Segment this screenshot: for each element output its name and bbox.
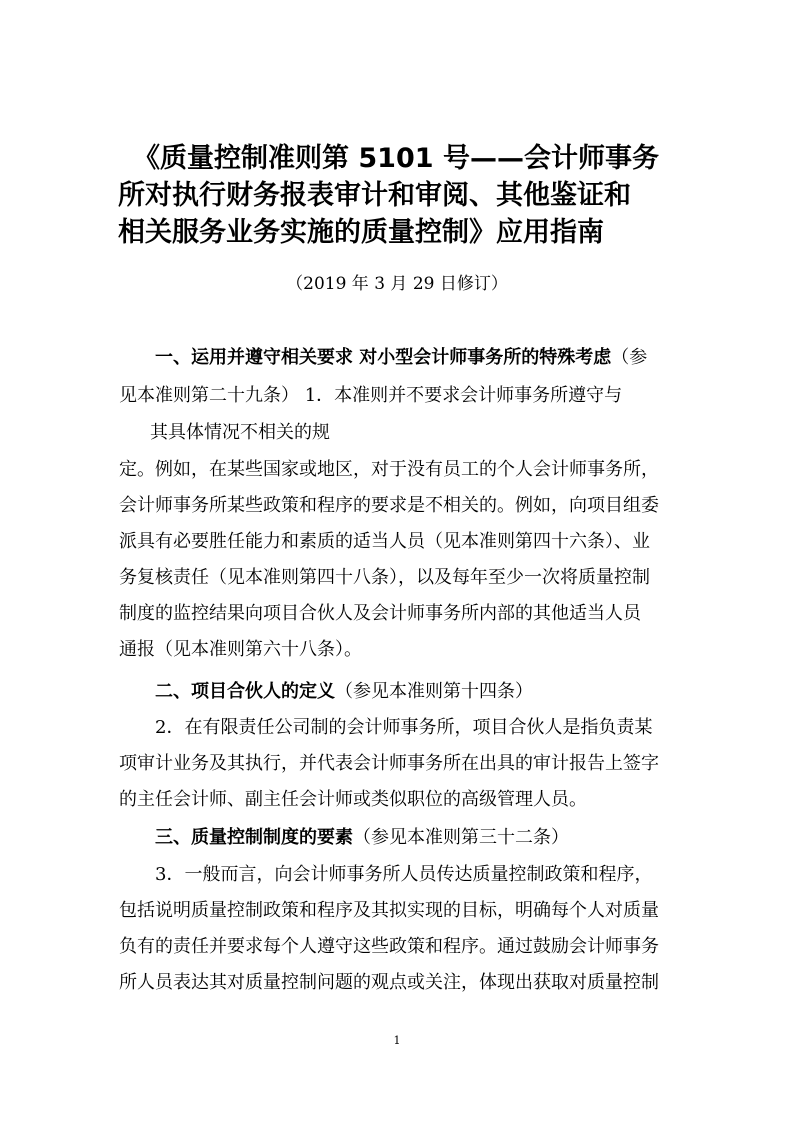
section3-heading: 三、质量控制制度的要素 (155, 827, 353, 848)
section3-para-line: 负有的责任并要求每个人遵守这些政策和程序。通过鼓励会计师事务 (119, 936, 659, 957)
section1-line-2: 见本准则第二十九条） 1．本准则并不要求会计师事务所遵守与 (119, 385, 623, 406)
section2-para-line: 项审计业务及其执行，并代表会计师事务所在出具的审计报告上签字 (119, 753, 659, 774)
section1-para-line: 定。例如，在某些国家或地区，对于没有员工的个人会计师事务所， (119, 459, 659, 480)
section1-para-line: 务复核责任（见本准则第四十八条），以及每年至少一次将质量控制 (119, 567, 650, 588)
section3-ref: （参见本准则第三十二条） (353, 827, 569, 848)
section1-heading-line (155, 346, 725, 370)
section2-para-line: 2．在有限责任公司制的会计师事务所，项目合伙人是指负责某 (155, 717, 653, 738)
section1-para-line: 派具有必要胜任能力和素质的适当人员（见本准则第四十六条）、业 (119, 531, 650, 552)
section2-ref: （参见本准则第十四条） (335, 681, 533, 702)
section2-para-line: 的主任会计师、副主任会计师或类似职位的高级管理人员。 (119, 789, 587, 810)
section3-para-line: 包括说明质量控制政策和程序及其拟实现的目标，明确每个人对质量 (119, 900, 659, 921)
title-line-1: 《质量控制准则第 5101 号——会计师事务 (133, 143, 659, 174)
page-number: 1 (393, 1034, 401, 1047)
title-line-2: 所对执行财务报表审计和审阅、其他鉴证和 (118, 180, 631, 211)
section2-heading: 二、项目合伙人的定义 (155, 681, 335, 702)
section1-para-line: 会计师事务所某些政策和程序的要求是不相关的。例如，向项目组委 (119, 495, 659, 516)
document-title (118, 140, 688, 251)
section1-ref-part1: （参 (611, 347, 648, 368)
section1-para-line: 通报（见本准则第六十八条）。 (119, 639, 362, 660)
revision-date: （2019 年 3 月 29 日修订） (286, 274, 508, 294)
section1-para-line: 制度的监控结果向项目合伙人及会计师事务所内部的其他适当人员 (119, 603, 641, 624)
section3-para-line: 3．一般而言，向会计师事务所人员传达质量控制政策和程序， (155, 864, 653, 885)
section2-heading-line (155, 680, 725, 704)
section1-line-3: 其具体情况不相关的规 (150, 422, 330, 443)
section3-heading-line (155, 826, 725, 850)
title-line-3: 相关服务业务实施的质量控制》应用指南 (118, 217, 604, 248)
section1-heading: 一、运用并遵守相关要求 对小型会计师事务所的特殊考虑 (155, 347, 612, 368)
section3-para-line: 所人员表达其对质量控制问题的观点或关注，体现出获取对质量控制 (119, 972, 659, 993)
